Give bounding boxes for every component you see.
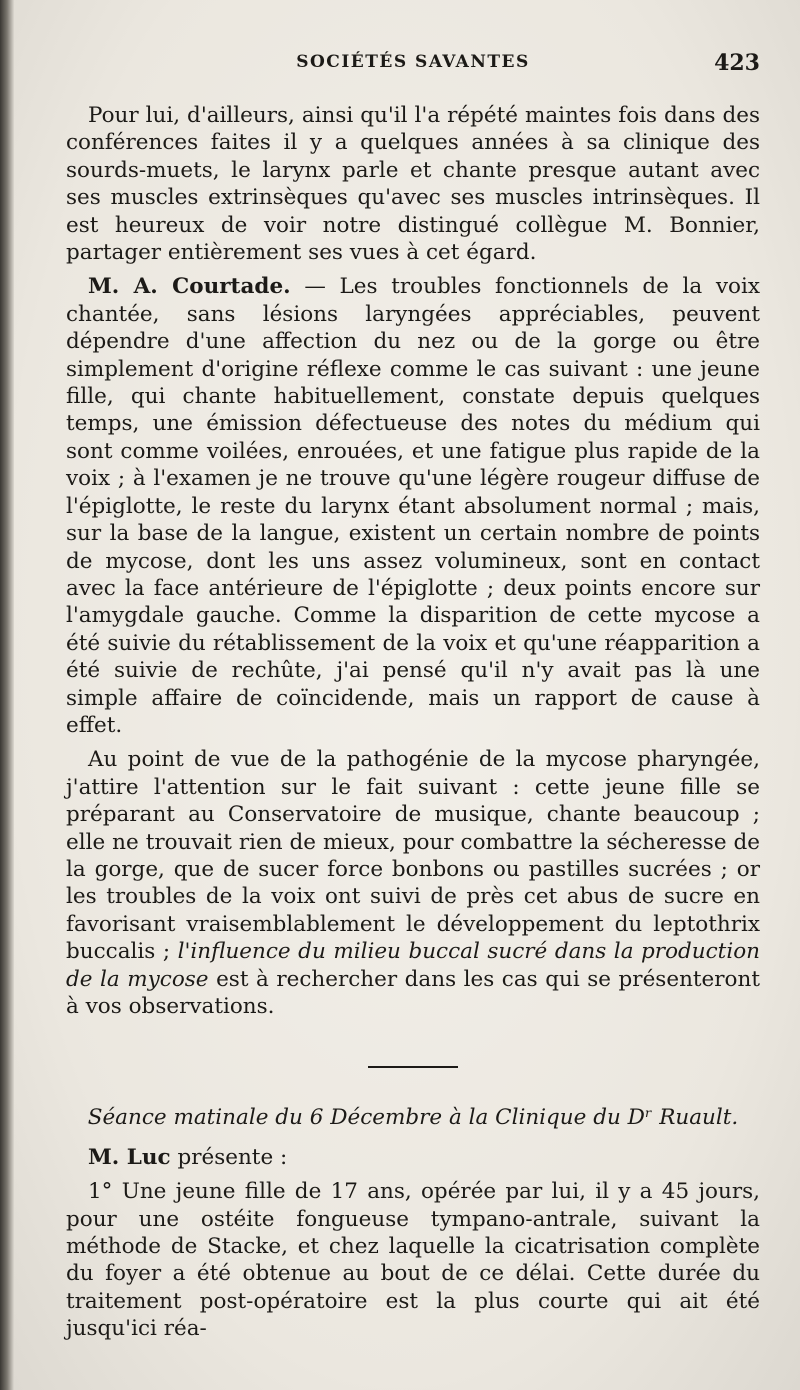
- page-header: [66, 50, 760, 80]
- running-head: SOCIÉTÉS SAVANTES: [296, 52, 530, 72]
- session-title: Séance matinale du 6 Décembre à la Clinique du Dʳ Ruault.: [87, 1105, 739, 1131]
- section-divider: [368, 1066, 458, 1068]
- speaker-courtade: M. A. Courtade.: [88, 274, 291, 300]
- page-binding-edge: [0, 0, 14, 1390]
- luc-text: présente :: [170, 1144, 288, 1170]
- paragraph-bonnier: Pour lui, d'ailleurs, ainsi qu'il l'a répété maintes fois dans des conférences faites il y a quelques années à sa clinique des sourds-muets, le larynx parle et chante presque autant avec ses muscles extrinsèques qu'avec ses muscles intrinsèques. Il est heureux de voir notre distingué collègue M. Bonnier, partager entièrement ses vues à cet égard.: [66, 103, 760, 266]
- pathogenie-end: est à rechercher dans les cas qui se présenteront à vos observations.: [66, 966, 760, 1019]
- body-text: [66, 102, 760, 1343]
- paragraph-case-1: 1° Une jeune fille de 17 ans, opérée par lui, il y a 45 jours, pour une ostéite fongueuse tympano-antrale, suivant la méthode de Stacke, et chez laquelle la cicatrisation complète du foyer a été obtenue au bout de ce délai. Cette durée du traitement post-opératoire est la plus courte qui ait été jusqu'ici réa-: [66, 1179, 760, 1342]
- courtade-text: — Les troubles fonctionnels de la voix chantée, sans lésions laryngées appréciables, peuvent dépendre d'une affection du nez ou de la gorge ou être simplement d'origine réflexe comme le cas suivant : une jeune fille, qui chante habituellement, constate depuis quelques temps, une émission défectueuse des notes du médium qui sont comme voilées, enrouées, et une fatigue plus rapide de la voix ; à l'examen je ne trouve qu'une légère rougeur diffuse de l'épiglotte, le reste du larynx étant absolument normal ; mais, sur la base de la langue, existent un certain nombre de points de mycose, dont les uns assez volumineux, sont en contact avec la face antérieure de l'épiglotte ; deux points encore sur l'amygdale gauche. Comme la disparition de cette mycose a été suivie du rétablissement de la voix et qu'une réapparition a été suivie de rechûte, j'ai pensé qu'il n'y avait pas là une simple affaire de coïncidende, mais un rapport de cause à effet.: [66, 274, 760, 738]
- paragraph-luc: [66, 1144, 760, 1171]
- pathogenie-text: Au point de vue de la pathogénie de la mycose pharyngée, j'attire l'attention sur le fait suivant : cette jeune fille se préparant au Conservatoire de musique, chante beaucoup ; elle ne trouvait rien de mieux, pour combattre la sécheresse de la gorge, que de sucer force bonbons ou pastilles sucrées ; or les troubles de la voix ont suivi de près cet abus de sucre en favorisant vraisemblablement le développement du leptothrix buccalis ;: [66, 747, 760, 965]
- pathogenie-italic: l'influence du milieu buccal sucré dans la production de la mycose: [66, 939, 760, 992]
- paragraph-courtade: [66, 273, 760, 739]
- speaker-luc: M. Luc: [88, 1144, 171, 1170]
- page-number: 423: [714, 50, 760, 76]
- paragraph-pathogenie: [66, 746, 760, 1020]
